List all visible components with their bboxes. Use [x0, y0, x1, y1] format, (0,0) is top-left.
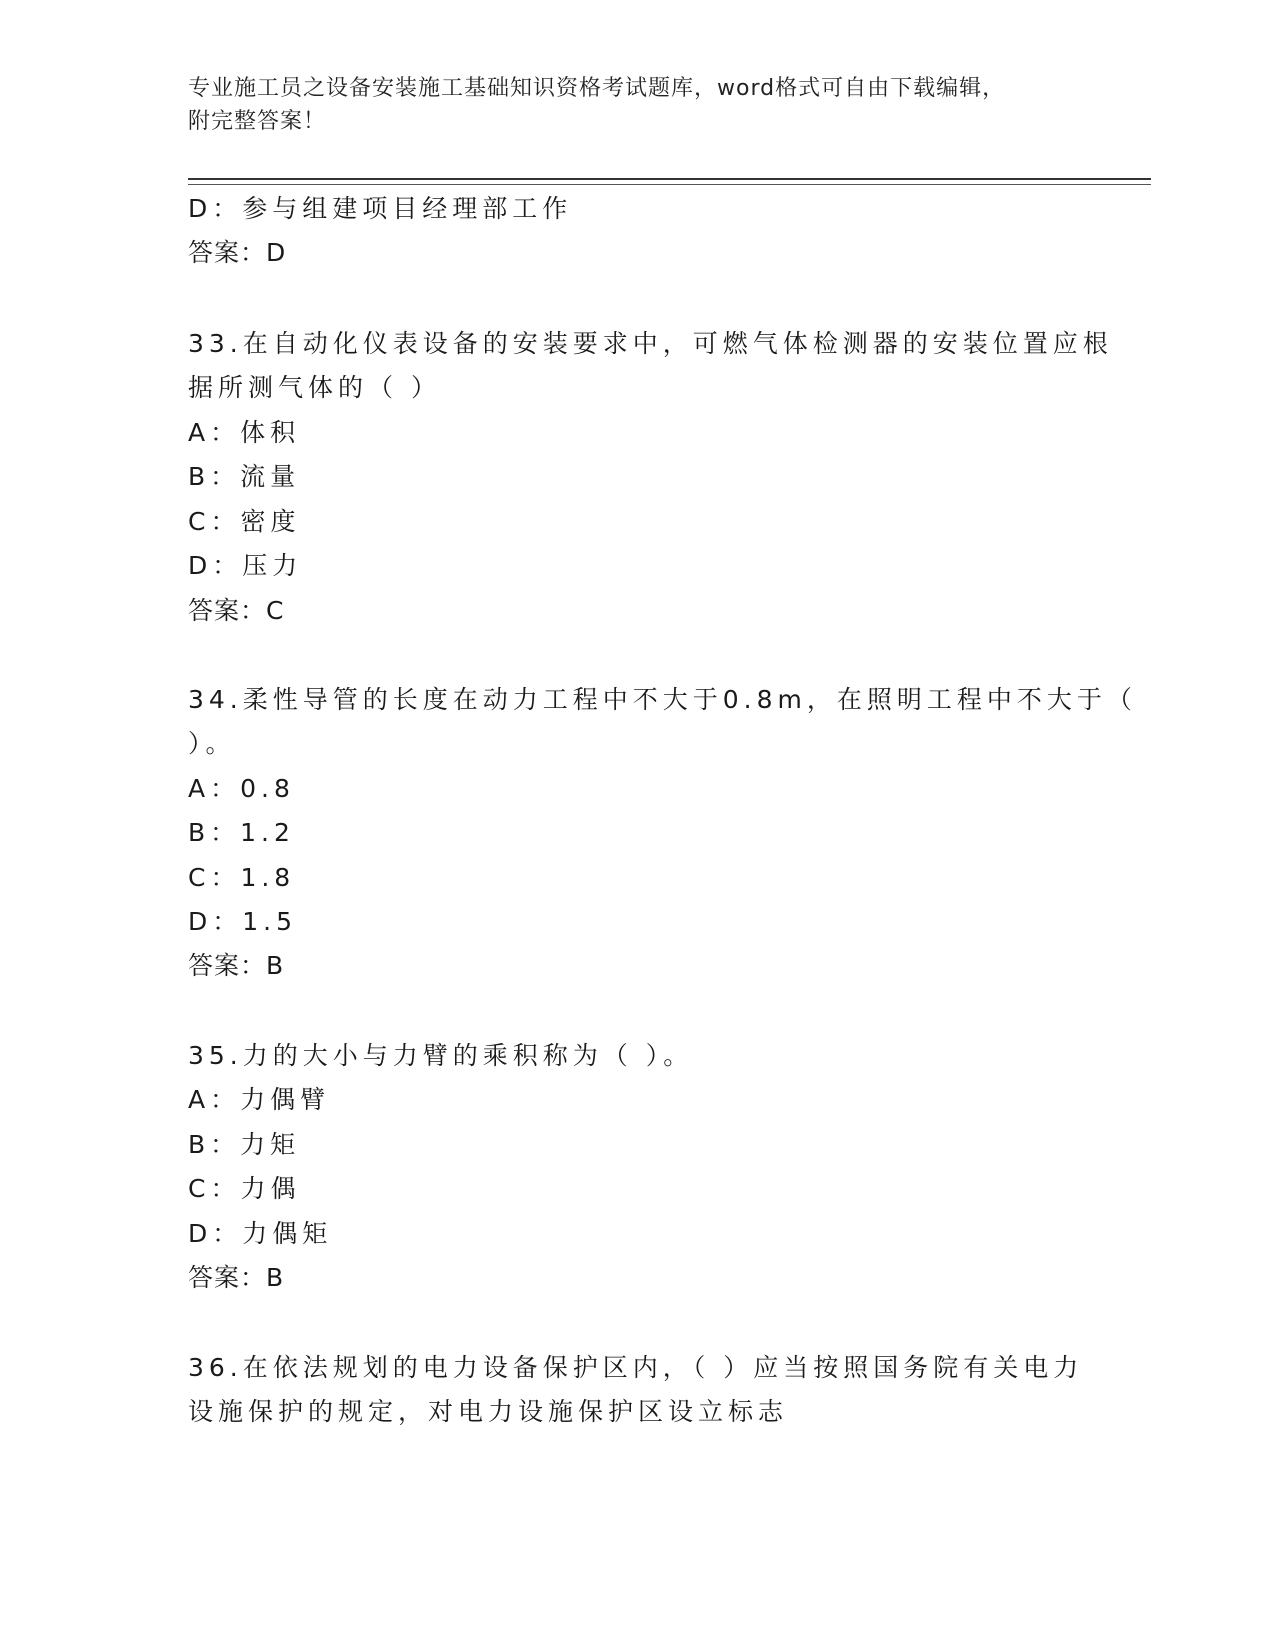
header-divider-thick — [188, 178, 1151, 180]
q35-stem-line-1: 35.力的大小与力臂的乘积称为（ ）。 — [188, 1041, 694, 1070]
header-line-1: 专业施工员之设备安装施工基础知识资格考试题库，word格式可自由下载编辑， — [188, 76, 1006, 101]
q35-option-b: B：力矩 — [188, 1130, 301, 1159]
header-divider-thin — [188, 184, 1151, 185]
q35-option-d: D：力偶矩 — [188, 1219, 333, 1248]
q34-option-c: C：1.8 — [188, 863, 296, 892]
q34-stem-line-1: 34.柔性导管的长度在动力工程中不大于0.8m，在照明工程中不大于（ — [188, 685, 1137, 714]
q33-answer: 答案：C — [188, 596, 285, 625]
q36-stem-line-2: 设施保护的规定，对电力设施保护区设立标志 — [188, 1397, 789, 1426]
q32-option-d: D：参与组建项目经理部工作 — [188, 194, 573, 223]
q34-option-a: A：0.8 — [188, 774, 295, 803]
q33-stem-line-2: 据所测气体的（ ） — [188, 373, 441, 402]
q34-option-b: B：1.2 — [188, 818, 295, 847]
q34-option-d: D：1.5 — [188, 907, 298, 936]
q33-option-d: D：压力 — [188, 551, 303, 580]
q34-answer: 答案：B — [188, 951, 285, 980]
header-line-2: 附完整答案！ — [188, 109, 327, 134]
q35-answer: 答案：B — [188, 1263, 285, 1292]
q35-option-a: A：力偶臂 — [188, 1085, 331, 1114]
q33-stem-line-1: 33.在自动化仪表设备的安装要求中，可燃气体检测器的安装位置应根 — [188, 329, 1113, 358]
q33-option-b: B：流量 — [188, 462, 301, 491]
q34-stem-line-2: ）。 — [188, 729, 236, 758]
page-header — [188, 72, 1088, 138]
q35-option-c: C：力偶 — [188, 1174, 301, 1203]
q32-answer: 答案：D — [188, 238, 287, 267]
q33-option-c: C：密度 — [188, 507, 301, 536]
q36-stem-line-1: 36.在依法规划的电力设备保护区内，（ ）应当按照国务院有关电力 — [188, 1353, 1084, 1382]
q33-option-a: A：体积 — [188, 418, 301, 447]
